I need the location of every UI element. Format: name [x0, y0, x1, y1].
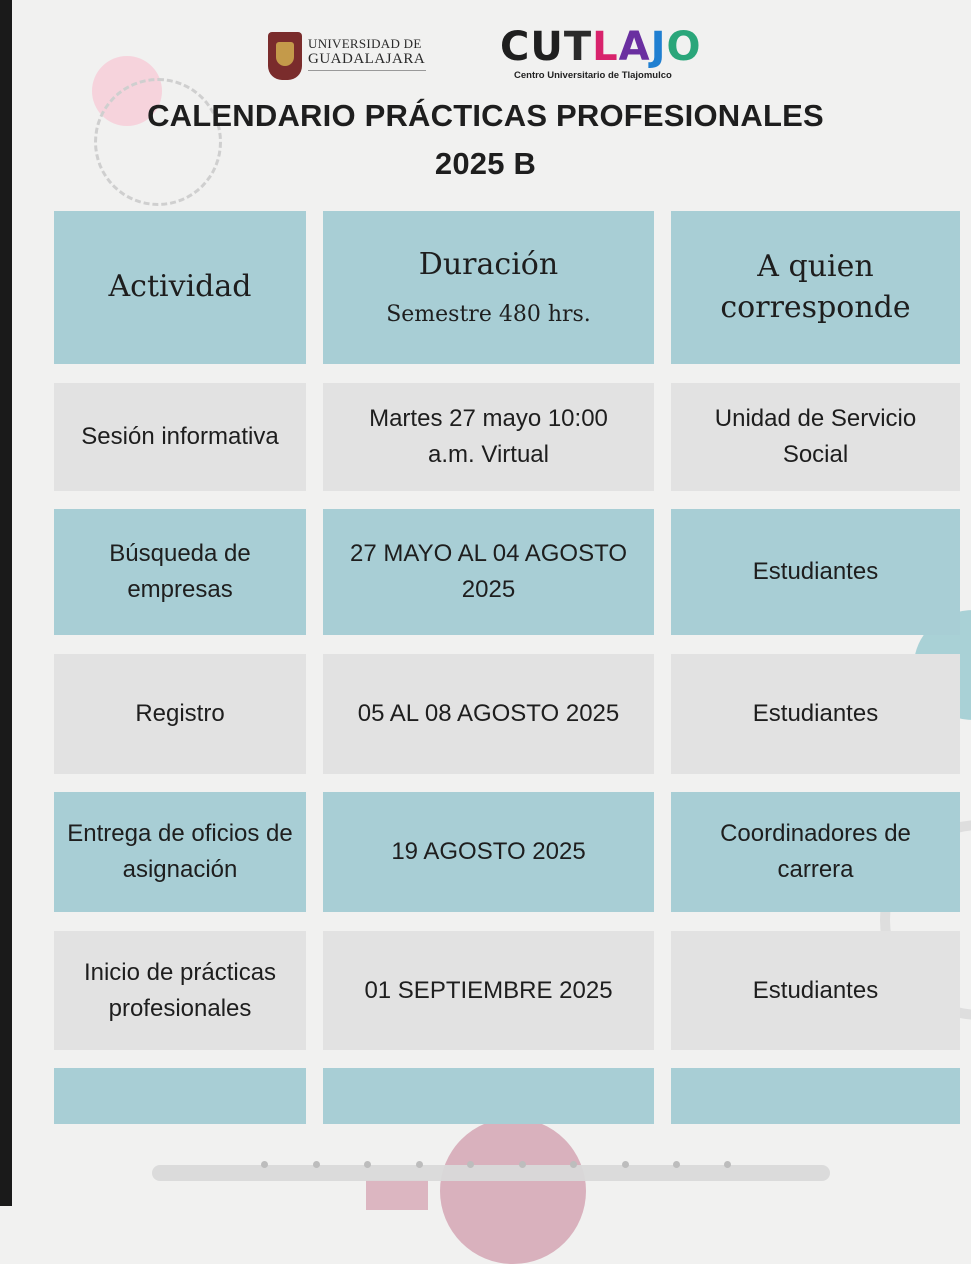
progress-dot	[364, 1161, 371, 1168]
progress-dot	[519, 1161, 526, 1168]
table-cell-actividad	[54, 1068, 306, 1124]
progress-dot	[467, 1161, 474, 1168]
table-cell-actividad: Sesión informativa	[54, 383, 306, 491]
udg-name-line1: UNIVERSIDAD DE	[308, 36, 422, 51]
cutlajo-wordmark: CUTLAJO	[500, 24, 702, 70]
table-cell-actividad: Entrega de oficios de asignación	[54, 792, 306, 912]
table-cell-duracion	[323, 1068, 654, 1124]
progress-dot	[570, 1161, 577, 1168]
udg-shield-icon	[268, 32, 302, 80]
progress-dot	[724, 1161, 731, 1168]
table-cell-duracion: Martes 27 mayo 10:00 a.m. Virtual	[323, 383, 654, 491]
table-cell-actividad: Inicio de prácticas profesionales	[54, 931, 306, 1050]
header-logos	[0, 24, 971, 84]
progress-dot	[416, 1161, 423, 1168]
table-cell-actividad: Búsqueda de empresas	[54, 509, 306, 635]
header-actividad: Actividad	[54, 211, 306, 364]
mauve-circle-decoration	[440, 1118, 586, 1264]
page-subtitle-period: 2025 B	[434, 146, 537, 181]
table-cell-quien: Unidad de Servicio Social	[671, 383, 960, 491]
table-cell-quien: Coordinadores de carrera	[671, 792, 960, 912]
table-cell-quien: Estudiantes	[671, 654, 960, 774]
cutlajo-subtitle: Centro Universitario de Tlajomulco	[514, 70, 672, 81]
progress-dot	[313, 1161, 320, 1168]
header-duracion-label: Duración	[418, 247, 559, 283]
header-duracion	[323, 211, 654, 364]
table-cell-duracion: 01 SEPTIEMBRE 2025	[323, 931, 654, 1050]
page-title: CALENDARIO PRÁCTICAS PROFESIONALES	[147, 98, 824, 133]
table-cell-quien	[671, 1068, 960, 1124]
udg-name-line2: GUADALAJARA	[308, 51, 426, 67]
table-cell-duracion: 27 MAYO AL 04 AGOSTO 2025	[323, 509, 654, 635]
table-cell-duracion: 05 AL 08 AGOSTO 2025	[323, 654, 654, 774]
progress-dot	[622, 1161, 629, 1168]
udg-logo	[268, 32, 428, 80]
udg-divider	[308, 70, 426, 74]
header-duracion-sub: Semestre 480 hrs.	[386, 301, 591, 327]
progress-dot	[673, 1161, 680, 1168]
table-cell-duracion: 19 AGOSTO 2025	[323, 792, 654, 912]
cutlajo-logo	[500, 24, 702, 84]
table-cell-actividad: Registro	[54, 654, 306, 774]
table-cell-quien: Estudiantes	[671, 509, 960, 635]
progress-dot	[261, 1161, 268, 1168]
table-cell-quien: Estudiantes	[671, 931, 960, 1050]
header-a-quien: A quien corresponde	[671, 211, 960, 364]
